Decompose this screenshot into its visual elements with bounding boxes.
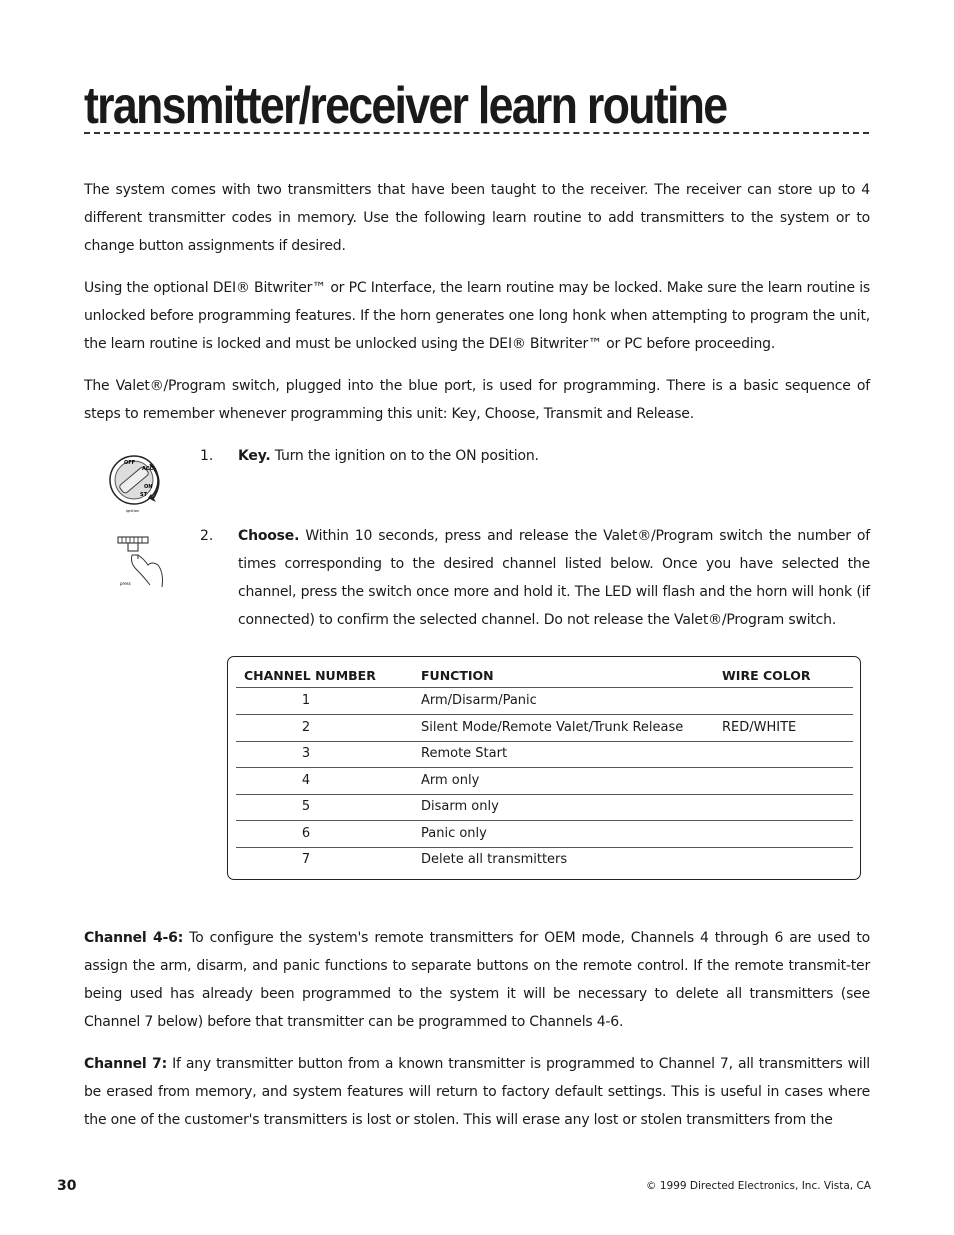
page-title: transmitter/receiver learn routine bbox=[84, 77, 727, 135]
step-1-body: Turn the ignition on to the ON position. bbox=[270, 448, 539, 464]
row-channel: 4 bbox=[301, 772, 311, 788]
channel-7-text: If any transmitter button from a known transmitter is programmed to Channel 7, all transmitters will be erased from memory, and system features will return to factory default settings. This is useful in cases where the one of the customer's transmitters is lost or stolen. This will erase any lost or stolen transmitters from the bbox=[84, 1056, 870, 1128]
row-channel: 1 bbox=[301, 693, 311, 708]
intro-paragraph: The system comes with two transmitters that have been taught to the receiver. The receiver can store up to 4 different transmitter codes in memory. Use the following learn routine to add transmitters to the system or to change button assignments if desired. bbox=[84, 182, 870, 254]
channel-7-paragraph bbox=[84, 1050, 870, 1134]
channel-table bbox=[227, 656, 861, 880]
row-channel: 5 bbox=[301, 799, 311, 814]
row-function: Arm only bbox=[421, 772, 480, 788]
row-function: Disarm only bbox=[421, 799, 499, 814]
ignition-label-on: ON bbox=[144, 484, 153, 490]
copyright-notice: © 1999 Directed Electronics, Inc. Vista, CA bbox=[646, 1180, 871, 1192]
table-row bbox=[236, 794, 853, 821]
row-wire-color: RED/WHITE bbox=[722, 719, 797, 735]
step-2-number: 2. bbox=[200, 528, 214, 544]
row-channel: 7 bbox=[301, 852, 311, 867]
row-function: Remote Start bbox=[421, 746, 508, 761]
valet-switch-press-icon bbox=[114, 533, 170, 591]
ignition-label-st: ST bbox=[140, 492, 148, 498]
row-function: Silent Mode/Remote Valet/Trunk Release bbox=[421, 719, 684, 735]
channel-4-6-paragraph bbox=[84, 924, 870, 1036]
row-channel: 2 bbox=[301, 719, 311, 735]
row-channel: 6 bbox=[301, 825, 311, 841]
valet-paragraph: The Valet®/Program switch, plugged into the blue port, is used for programming. There is a basic sequence of steps to remember whenever programming this unit: Key, Choose, Transmit and Release. bbox=[84, 378, 870, 422]
bitwriter-paragraph: Using the optional DEI® Bitwriter™ or PC Interface, the learn routine may be locked. Make sure the learn routine is unlocked before programming features. If the horn generates one long honk when attempting to program the unit, the learn routine is locked and must be unlocked using the DEI® Bitwriter™ or PC before proceeding. bbox=[84, 280, 870, 352]
header-channel-number: CHANNEL NUMBER bbox=[244, 668, 376, 683]
ignition-caption: ignition bbox=[126, 509, 140, 513]
channel-4-6-text: To configure the system's remote transmitters for OEM mode, Channels 4 through 6 are used to assign the arm, disarm, and panic functions to separate buttons on the remote control. If the remote transmit-ter being used has already been programmed to the system it will be necessary to delete all transmitters (see Channel 7 below) before that transmitter can be programmed to Channels 4-6. bbox=[84, 930, 870, 1030]
step-2-label: Choose. bbox=[238, 528, 300, 544]
table-row bbox=[236, 715, 853, 742]
step-2-text bbox=[238, 522, 870, 634]
channel-7-label: Channel 7: bbox=[84, 1056, 167, 1072]
step-1-text bbox=[238, 442, 870, 470]
step-1-label: Key. bbox=[238, 448, 271, 464]
channel-4-6-label: Channel 4-6: bbox=[84, 930, 184, 946]
table-row bbox=[236, 847, 853, 873]
table-row bbox=[236, 768, 853, 795]
ignition-label-off: OFF bbox=[124, 460, 136, 466]
table-header-row bbox=[236, 662, 853, 688]
switch-caption: press bbox=[120, 581, 131, 586]
row-function: Delete all transmitters bbox=[421, 852, 568, 867]
row-function: Panic only bbox=[421, 825, 487, 841]
page-number: 30 bbox=[57, 1178, 77, 1194]
step-1-number: 1. bbox=[200, 448, 214, 464]
table-row bbox=[236, 821, 853, 848]
ignition-key-icon bbox=[104, 450, 184, 514]
step-2-body: Within 10 seconds, press and release the Valet®/Program switch the number of times corresponding to the desired channel listed below. Once you have selected the channel, press the switch once more and hold it. The LED will flash and the horn will honk (if connected) to confirm the selected channel. Do not release the Valet®/Program switch. bbox=[238, 528, 870, 628]
ignition-label-acc: ACC bbox=[142, 466, 154, 472]
table-row bbox=[236, 741, 853, 768]
table-row bbox=[236, 688, 853, 715]
header-wire-color: WIRE COLOR bbox=[722, 668, 811, 683]
row-function: Arm/Disarm/Panic bbox=[421, 693, 537, 708]
header-function: FUNCTION bbox=[421, 668, 494, 683]
row-channel: 3 bbox=[301, 746, 311, 761]
title-dashed-rule bbox=[84, 132, 869, 134]
